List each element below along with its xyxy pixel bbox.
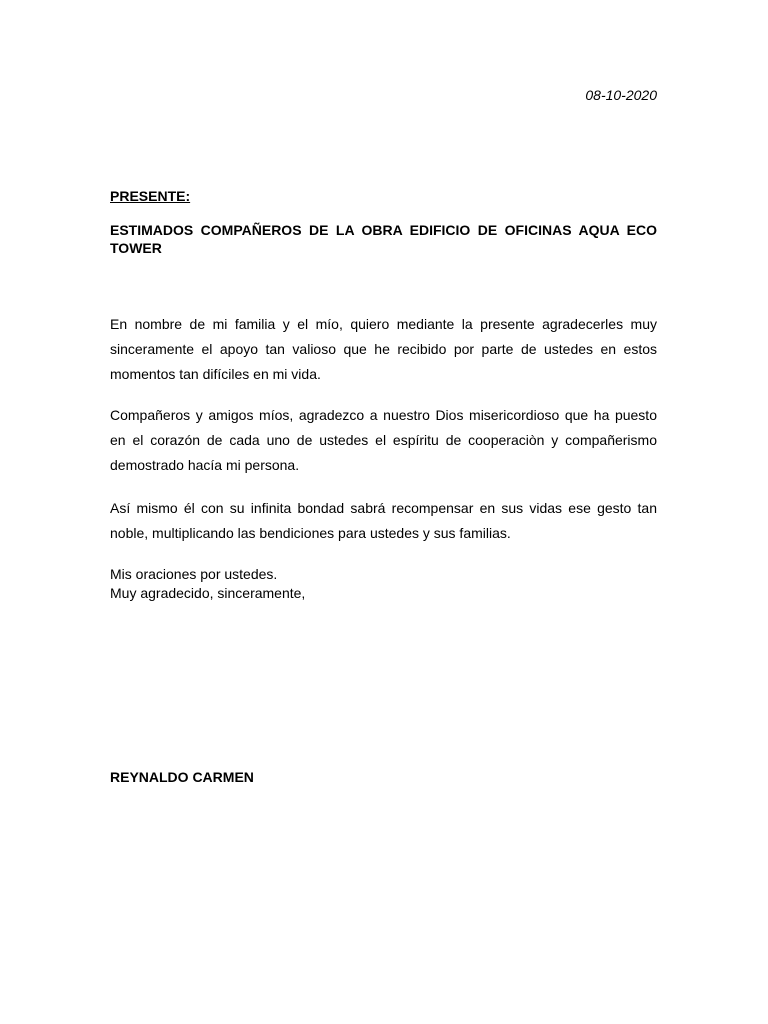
body-paragraph: Compañeros y amigos míos, agradezco a nuestro Dios misericordioso que ha puesto en el corazón de cada uno de ustedes el espíritu de cooperaciòn y compañerismo demostrado hacía mi persona. bbox=[110, 407, 657, 473]
closing-line: Muy agradecido, sinceramente, bbox=[110, 585, 306, 601]
salutation-heading: PRESENTE: bbox=[110, 188, 191, 204]
closing bbox=[110, 565, 305, 603]
body-paragraph: Así mismo él con su infinita bondad sabrá recompensar en sus vidas ese gesto tan noble, multiplicando las bendiciones para ustedes y sus familias. bbox=[110, 500, 657, 541]
letter-date: 08-10-2020 bbox=[585, 87, 657, 103]
closing-line: Mis oraciones por ustedes. bbox=[110, 566, 278, 582]
addressee: ESTIMADOS COMPAÑEROS DE LA OBRA EDIFICIO DE OFICINAS AQUA ECO TOWER bbox=[110, 222, 657, 256]
body-paragraph: En nombre de mi familia y el mío, quiero mediante la presente agradecerles muy sinceramente el apoyo tan valioso que he recibido por parte de ustedes en estos momentos tan difíciles en mi vida. bbox=[110, 316, 657, 382]
signature-name: REYNALDO CARMEN bbox=[110, 769, 254, 785]
